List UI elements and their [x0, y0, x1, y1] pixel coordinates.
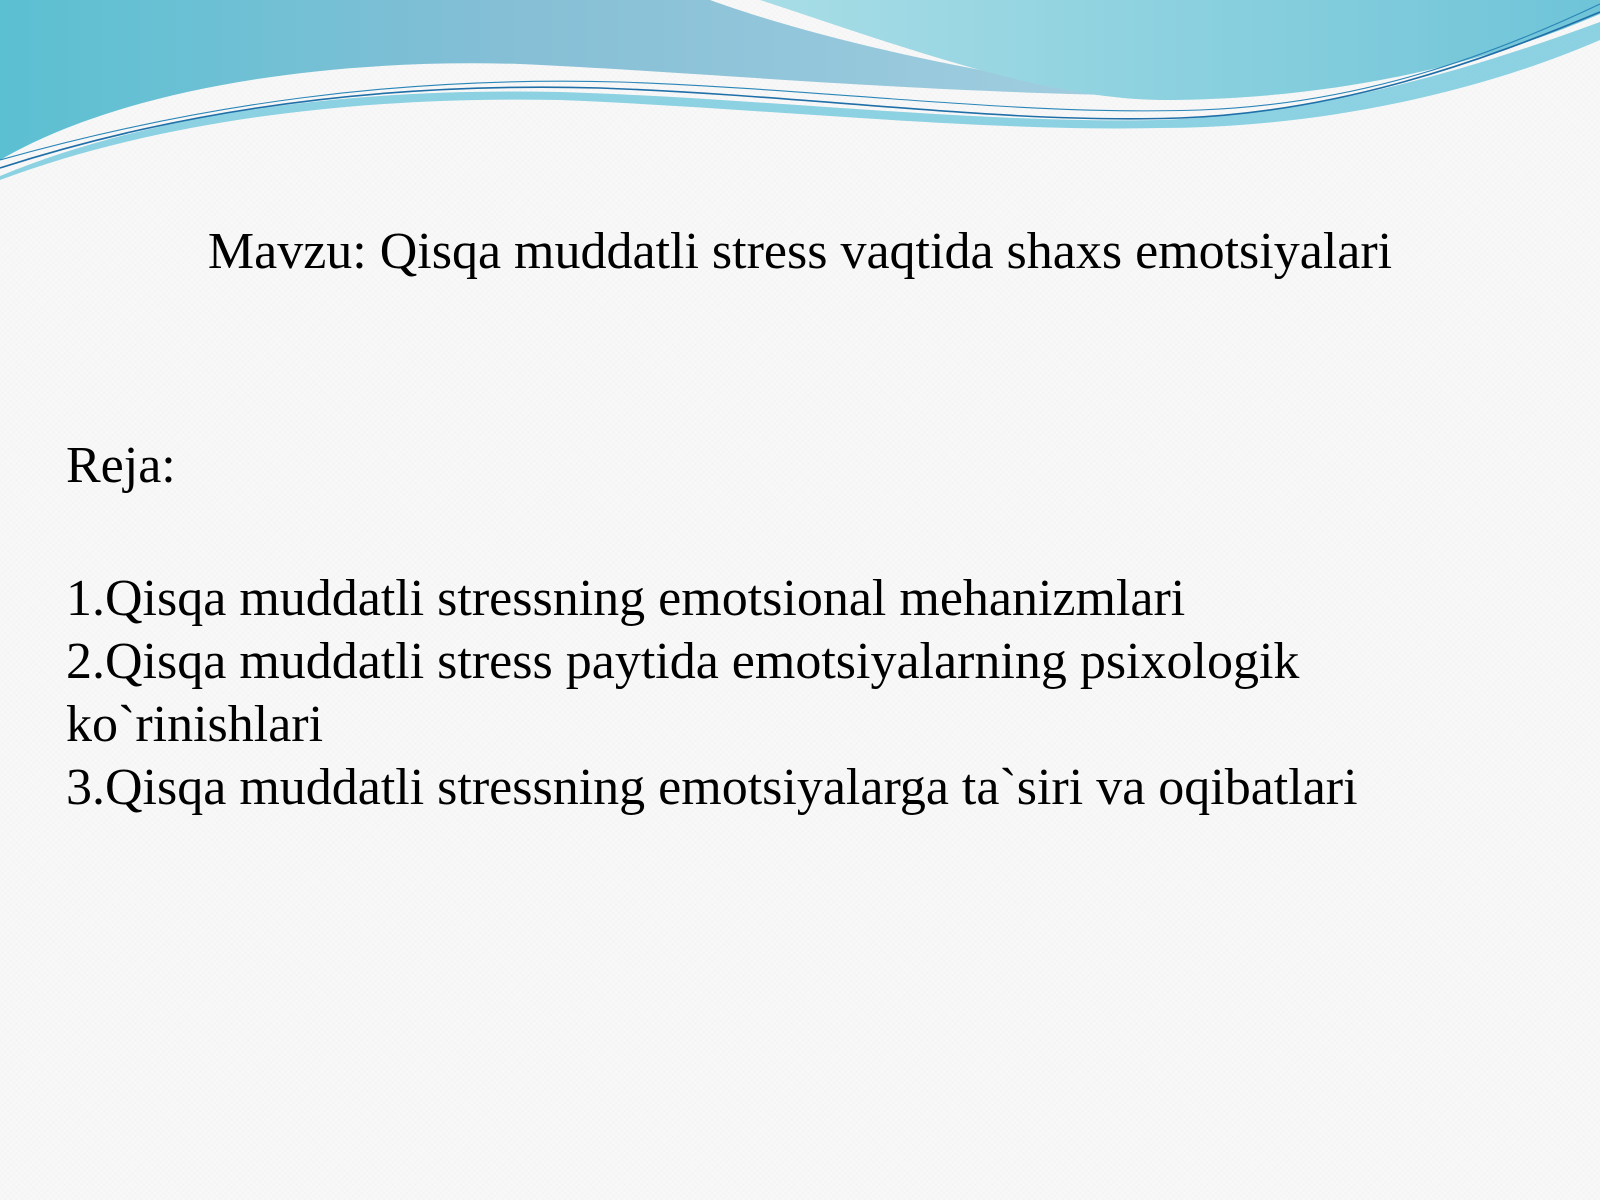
- slide-title: Mavzu: Qisqa muddatli stress vaqtida shaxs emotsiyalari: [207, 223, 1393, 280]
- plan-item-3: 3.Qisqa muddatli stressning emotsiyalarga ta`siri va oqibatlari: [66, 759, 1358, 816]
- plan-item-1: 1.Qisqa muddatli stressning emotsional mehanizmlari: [66, 570, 1186, 627]
- plan-item-2: 2.Qisqa muddatli stress paytida emotsiyalarning psixologik ko`rinishlari: [66, 633, 1300, 753]
- decorative-wave-banner: [0, 0, 1600, 200]
- plan-list: [66, 567, 1526, 819]
- plan-heading: Reja:: [66, 437, 176, 494]
